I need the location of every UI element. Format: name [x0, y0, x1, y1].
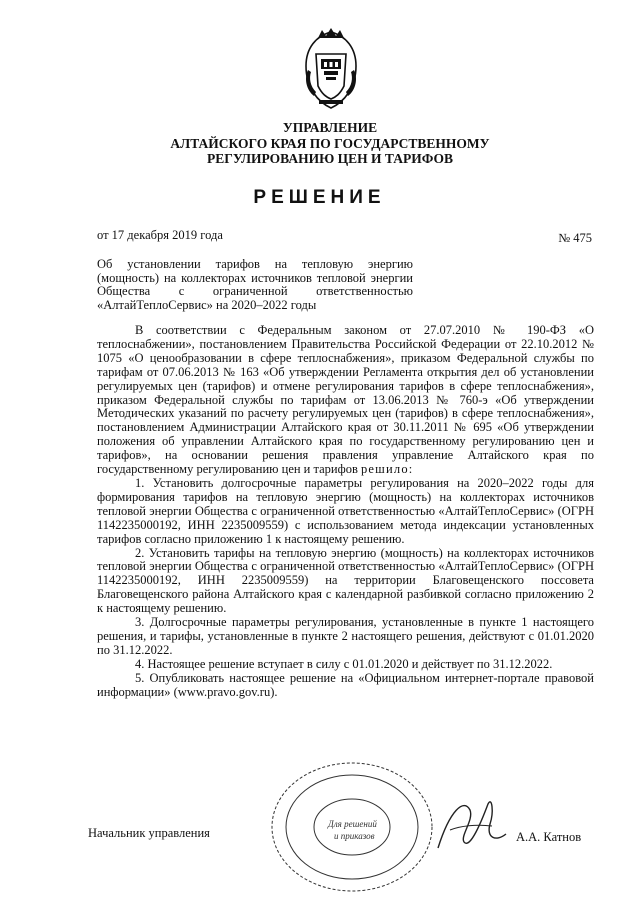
- svg-text:Для решений: Для решений: [328, 819, 377, 829]
- document-title: РЕШЕНИЕ: [253, 187, 386, 208]
- document-date: от 17 декабря 2019 года: [97, 228, 223, 242]
- document-subject: Об установлении тарифов на тепловую энергию (мощность) на коллекторах источников тепловой энергии Общества с ограниченной ответственностью «АлтайТеплоСервис» на 2020–2022 годы: [97, 257, 413, 312]
- svg-text:и приказов: и приказов: [334, 831, 375, 841]
- document-number: № 475: [558, 231, 592, 245]
- org-line-1: УПРАВЛЕНИЕ: [282, 120, 378, 135]
- preamble: В соответствии с Федеральным законом от 27.07.2010 № 190-ФЗ «О теплоснабжении», постановлением Правительства Российской Федерации от 22.10.2012 № 1075 «О ценообразовании в сфере теплоснабжения», приказом Федеральной службы по тарифам от 07.06.2013 № 163 «Об утверждении Регламента открытия дел об установлении регулируемых цен (тарифов) и отмене регулирования тарифов в сфере теплоснабжения», приказом Федеральной службы по тарифам от 13.06.2013 № 760-э «Об утверждении Методических указаний по расчету регулируемых цен (тарифов) в сфере теплоснабжения», постановлением Администрации Алтайского края от 30.11.2011 № 695 «Об утверждении положения об управлении Алтайского края по государственному регулированию цен и тарифов», на основании решения правления управление Алтайского края по государственному регулированию цен и тарифов решило:: [97, 323, 594, 477]
- official-stamp-icon: [262, 755, 438, 895]
- document-body: [97, 324, 594, 699]
- org-line-3: РЕГУЛИРОВАНИЮ ЦЕН И ТАРИФОВ: [206, 151, 454, 166]
- item-1: 1. Установить долгосрочные параметры регулирования на 2020–2022 годы для формирования тарифов на тепловую энергию (мощность) на коллекторах источников тепловой энергии Общества с ограниченной ответственностью «АлтайТеплоСервис» (ОГРН 1142235000192, ИНН 2235009559) с использованием метода индексации установленных тарифов согласно приложению 1 к настоящему решению.: [97, 475, 594, 546]
- item-3: 3. Долгосрочные параметры регулирования, установленные в пункте 1 настоящего решения, и тарифы, установленные в пункте 2 настоящего решения, действуют с 01.01.2020 по 31.12.2022.: [97, 615, 594, 657]
- preamble-text: В соответствии с Федеральным законом от 27.07.2010 № 190-ФЗ «О теплоснабжении», постановлением Правительства Российской Федерации от 22.10.2012 № 1075 «О ценообразовании в сфере теплоснабжения», приказом Федеральной службы по тарифам от 07.06.2013 № 163 «Об утверждении Регламента открытия дел об установлении регулируемых цен (тарифов) и отмене регулирования тарифов в сфере теплоснабжения», приказом Федеральной службы по тарифам от 13.06.2013 № 760-э «Об утверждении Методических указаний по расчету регулируемых цен (тарифов) в сфере теплоснабжения», постановлением Администрации Алтайского края от 30.11.2011 № 695 «Об утверждении положения об управлении Алтайского края по государственному регулированию цен и тарифов», на основании решения правления управление Алтайского края по государственному регулированию цен и тарифов: [97, 323, 594, 477]
- organization-name: [60, 120, 600, 167]
- item-4: 4. Настоящее решение вступает в силу с 01.01.2020 и действует по 31.12.2022.: [135, 656, 553, 671]
- signatory-position: Начальник управления: [88, 826, 210, 840]
- signatory-name: А.А. Катнов: [516, 830, 582, 844]
- coat-of-arms-icon: [296, 26, 366, 112]
- preamble-resolved: решило: [360, 462, 409, 477]
- item-2: 2. Установить тарифы на тепловую энергию (мощность) на коллекторах источников тепловой энергии Общества с ограниченной ответственностью «АлтайТеплоСервис» (ОГРН 1142235000192, ИНН 2235009559) на территории Благовещенского поссовета Благовещенского района Алтайского края с календарной разбивкой согласно приложению 2 к настоящему решению.: [97, 545, 594, 616]
- org-line-2: АЛТАЙСКОГО КРАЯ ПО ГОСУДАРСТВЕННОМУ: [170, 135, 490, 151]
- item-5: 5. Опубликовать настоящее решение на «Официальном интернет-портале правовой информации» (www.pravo.gov.ru).: [97, 670, 594, 699]
- signature-icon: [430, 790, 520, 860]
